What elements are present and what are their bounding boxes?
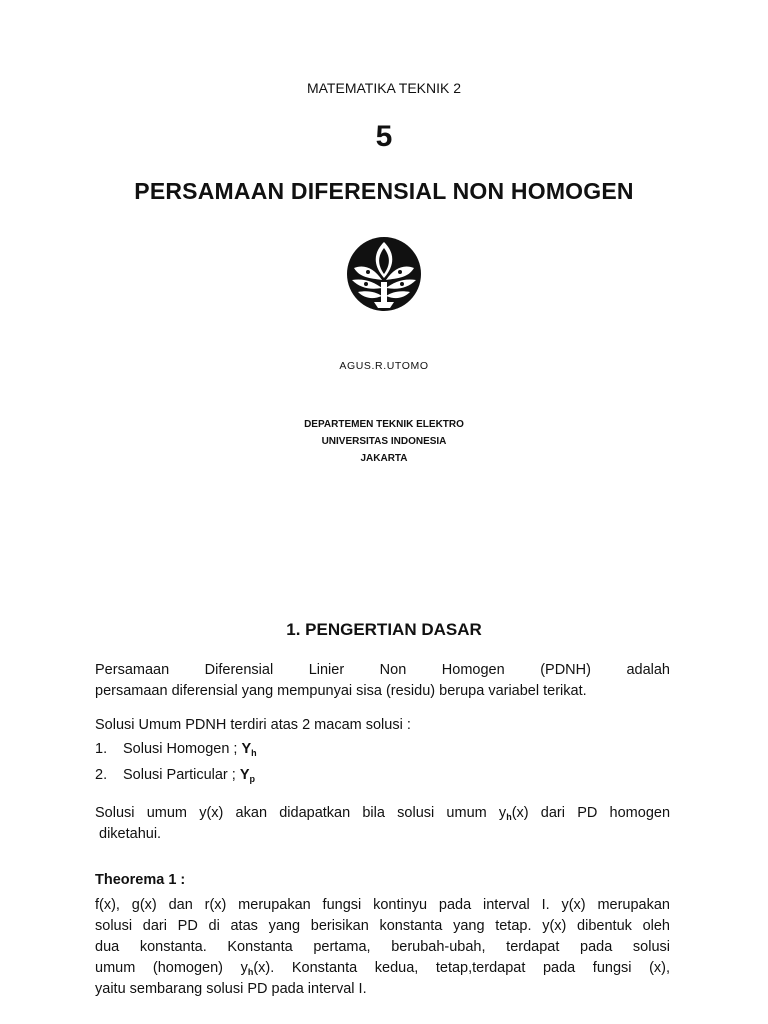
course-name: MATEMATIKA TEKNIK 2 bbox=[306, 80, 462, 96]
section-heading: 1. PENGERTIAN DASAR bbox=[286, 620, 482, 639]
paragraph-line bbox=[95, 803, 670, 824]
list-item bbox=[95, 741, 257, 757]
text-segment: umum (homogen) y bbox=[95, 960, 248, 976]
list-subscript: p bbox=[249, 774, 256, 784]
department-line: DEPARTEMEN TEKNIK ELEKTRO bbox=[304, 419, 464, 430]
list-subscript: h bbox=[251, 748, 257, 758]
city-line: JAKARTA bbox=[360, 453, 408, 464]
text-segment: (x). Konstanta kedua, tetap,terdapat pada fungsi (x), bbox=[253, 960, 671, 976]
list-text: Solusi Particular ; bbox=[123, 767, 240, 783]
subscript: h bbox=[247, 967, 254, 977]
list-text: Solusi Homogen ; bbox=[123, 741, 242, 757]
list-symbol: Y bbox=[239, 767, 250, 783]
general-solution-paragraph bbox=[95, 803, 670, 845]
definition-paragraph bbox=[95, 660, 670, 702]
author-name: AGUS.R.UTOMO bbox=[339, 360, 429, 372]
paragraph-line: Persamaan Diferensial Linier Non Homogen (PDNH) adalah bbox=[95, 662, 670, 678]
document-title: PERSAMAAN DIFERENSIAL NON HOMOGEN bbox=[134, 178, 634, 204]
paragraph-line: solusi dari PD di atas yang berisikan konstanta yang tetap. y(x) dibentuk oleh bbox=[95, 918, 670, 934]
list-number: 2. bbox=[95, 767, 108, 783]
list-symbol: Y bbox=[241, 741, 252, 757]
university-seal-icon bbox=[344, 234, 424, 314]
chapter-number: 5 bbox=[375, 120, 393, 153]
theorem-heading: Theorema 1 : bbox=[95, 872, 186, 888]
solution-intro: Solusi Umum PDNH terdiri atas 2 macam solusi : bbox=[95, 717, 411, 733]
subscript: h bbox=[506, 812, 512, 822]
paragraph-line: f(x), g(x) dan r(x) merupakan fungsi kontinyu pada interval I. y(x) merupakan bbox=[95, 897, 670, 913]
list-item bbox=[95, 767, 255, 783]
list-number: 1. bbox=[95, 741, 108, 757]
paragraph-line: persamaan diferensial yang mempunyai sisa (residu) berupa variabel terikat. bbox=[95, 683, 587, 699]
paragraph-line bbox=[95, 958, 670, 979]
text-segment: (x) dari PD homogen bbox=[511, 805, 671, 821]
department-block bbox=[0, 416, 768, 467]
theorem-body bbox=[95, 895, 670, 1000]
paragraph-line: yaitu sembarang solusi PD pada interval I. bbox=[95, 981, 367, 997]
university-line: UNIVERSITAS INDONESIA bbox=[321, 436, 447, 447]
paragraph-line: dua konstanta. Konstanta pertama, berubah-ubah, terdapat pada solusi bbox=[95, 939, 670, 955]
text-segment: Solusi umum y(x) akan didapatkan bila solusi umum y bbox=[95, 805, 507, 821]
paragraph-line: diketahui. bbox=[99, 826, 162, 842]
